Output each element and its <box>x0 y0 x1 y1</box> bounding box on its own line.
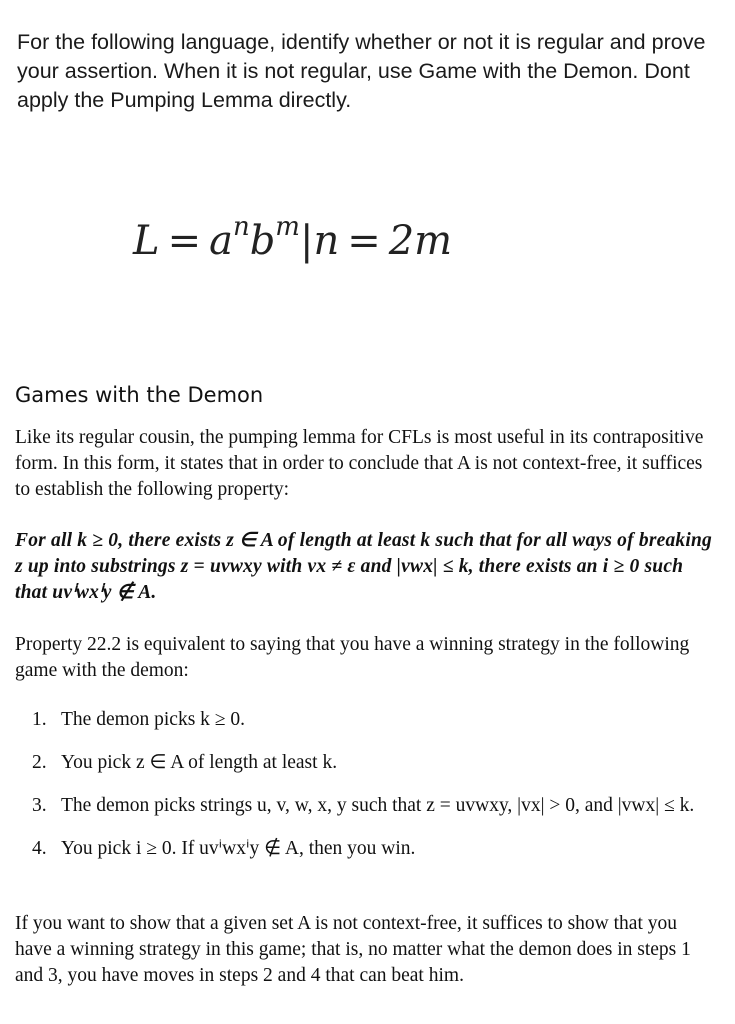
step-text: The demon picks k ≥ 0. <box>61 709 246 730</box>
conclusion-paragraph: If you want to show that a given set A is not context-free, it suffices to show that you have a winning strategy in this game; that is, no matter what the demon does in steps 1 and 3, you have moves in steps 2 and 4 that can beat him. <box>15 913 691 986</box>
eq-lhs: L <box>133 218 160 264</box>
list-item <box>32 793 716 819</box>
eq-exp-m: m <box>275 212 300 242</box>
question-text: For the following language, identify whether or not it is regular and prove your assertion. When it is not regular, use Game with the Demon. Dont apply the Pumping Lemma directly. <box>17 30 706 112</box>
eq-bar: | <box>299 218 314 264</box>
eq-rhs: 2m <box>388 218 453 264</box>
step-number: 2. <box>32 752 47 773</box>
eq-exp-n: n <box>232 212 250 242</box>
eq-equals-2: = <box>347 218 381 264</box>
property-statement: For all k ≥ 0, there exists z ∈ A of length at least k such that for all ways of breaking z up into substrings z = uvwxy with vx ≠ ε and |vwx| ≤ k, there exists an i ≥ 0 such that uvⁱwxⁱy ∉ A. <box>15 530 712 603</box>
list-item <box>32 707 716 733</box>
intro-paragraph: Like its regular cousin, the pumping lemma for CFLs is most useful in its contrapositive form. In this form, it states that in order to conclude that A is not context-free, it suffices to establish the following property: <box>15 427 704 500</box>
game-intro-paragraph: Property 22.2 is equivalent to saying that you have a winning strategy in the following game with the demon: <box>15 634 690 681</box>
eq-n: n <box>313 218 340 264</box>
step-number: 3. <box>32 795 47 816</box>
section-title: Games with the Demon <box>15 383 264 407</box>
eq-base-a: a <box>209 218 233 264</box>
language-equation <box>133 212 633 278</box>
eq-base-b: b <box>249 218 276 264</box>
step-text: The demon picks strings u, v, w, x, y such that z = uvwxy, |vx| > 0, and |vwx| ≤ k. <box>61 795 695 816</box>
game-steps-list <box>32 707 716 862</box>
step-text: You pick z ∈ A of length at least k. <box>61 752 338 773</box>
step-number: 1. <box>32 709 47 730</box>
eq-equals-1: = <box>167 218 202 264</box>
list-item <box>32 836 716 862</box>
list-item <box>32 750 716 776</box>
step-text: You pick i ≥ 0. If uvⁱwxⁱy ∉ A, then you win. <box>61 838 416 859</box>
step-number: 4. <box>32 838 47 859</box>
